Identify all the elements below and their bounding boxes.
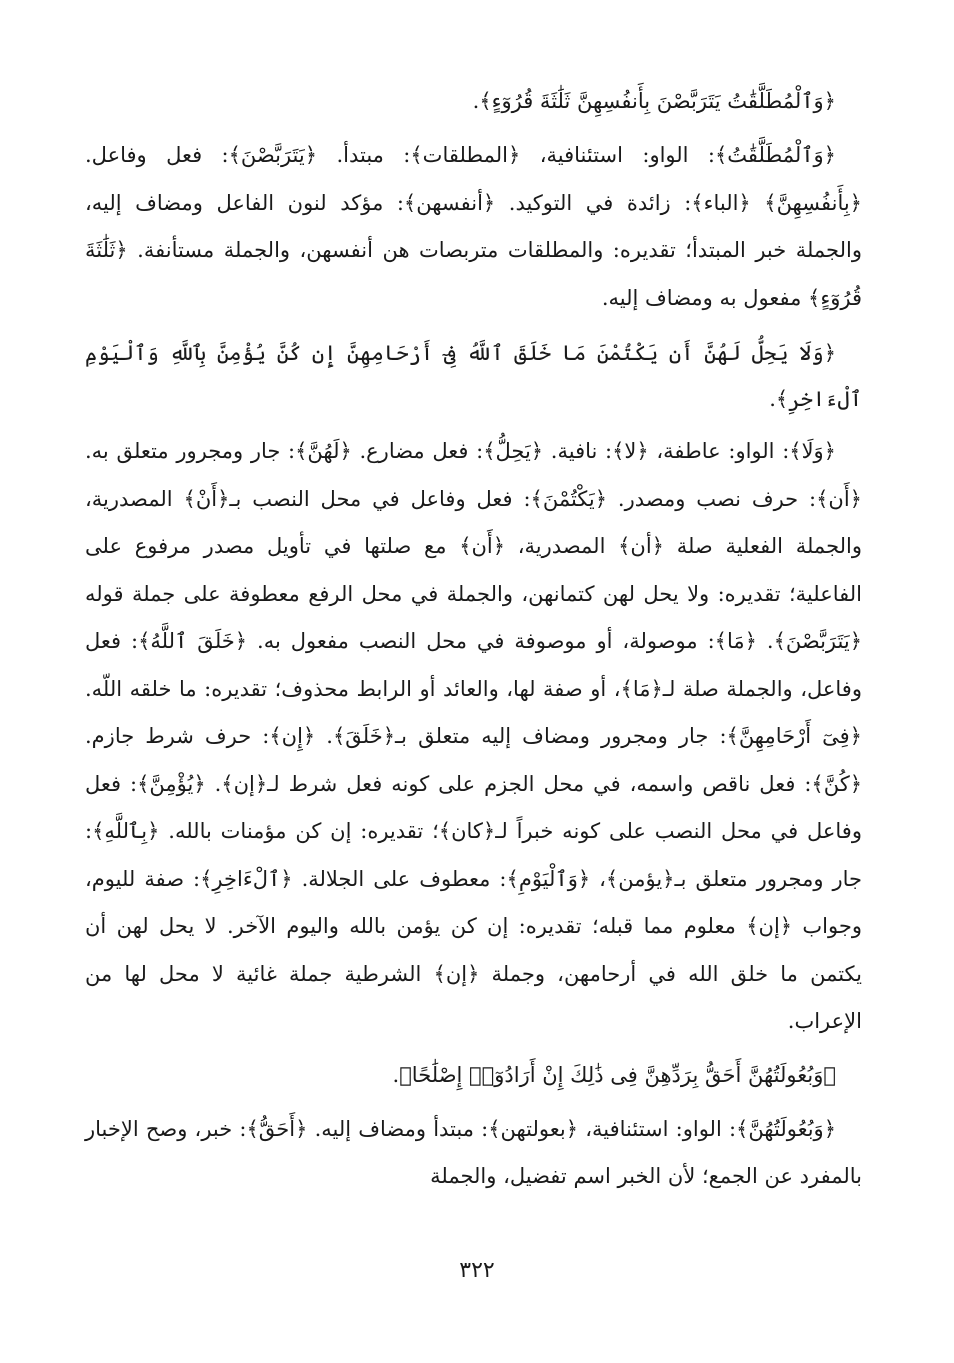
paragraph-1: ﴿وَٱلْمُطَلَّقَٰتُ﴾: الواو: استئنافية، ﴿المطلقات﴾: مبتدأ. ﴿يَتَرَبَّصْنَ﴾: فعل وفاعل. ﴿بِأَنفُسِهِنَّ﴾ ﴿الباء﴾: زائدة في التوكيد. ﴿أنفسهن﴾: مؤكد لنون الفاعل ومضاف إليه، والجملة خبر المبتدأ؛ تقديره: والمطلقات متربصات هن أنفسهن، والجملة مستأنفة. ﴿ثَلَٰثَةَ قُرُوٓءٍ﴾ مفعول به ومضاف إليه. (85, 143, 862, 310)
page-content (85, 78, 862, 1207)
paragraph-2: ﴿وَلَا﴾: الواو: عاطفة، ﴿لا﴾: نافية. ﴿يَحِلُّ﴾: فعل مضارع. ﴿لَهُنَّ﴾: جار ومجرور متعلق به. ﴿أَن﴾: حرف نصب ومصدر. ﴿يَكْتُمْنَ﴾: فعل وفاعل في محل النصب بـ﴿أَنْ﴾ المصدرية، والجملة الفعلية صلة ﴿أن﴾ المصدرية، ﴿أَن﴾ مع صلتها في تأويل مصدر مرفوع على الفاعلية؛ تقديره: ولا يحل لهن كتمانهن، والجملة في محل الرفع معطوفة على جملة قوله ﴿يَتَرَبَّصْنَ﴾. ﴿مَا﴾: موصولة، أو موصوفة في محل النصب مفعول به. ﴿خَلَقَ ٱللَّهُ﴾: فعل وفاعل، والجملة صلة لـ﴿مَا﴾، أو صفة لها، والعائد أو الرابط محذوف؛ تقديره: ما خلقه اللّه. ﴿فِىٓ أَرْحَامِهِنَّ﴾: جار ومجرور ومضاف إليه متعلق بـ﴿خَلَقَ﴾. ﴿إِن﴾: حرف شرط جازم. ﴿كُنَّ﴾: فعل ناقص واسمه، في محل الجزم على كونه فعل شرط لـ﴿إن﴾. ﴿يُؤْمِنَّ﴾: فعل وفاعل في محل النصب على كونه خبراً لـ﴿كان﴾؛ تقديره: إن كن مؤمنات بالله. ﴿بِٱللَّهِ﴾: جار ومجرور متعلق بـ﴿يؤمن﴾، ﴿وَٱلْيَوْمِ﴾: معطوف على الجلالة. ﴿ٱلْءَاخِرِ﴾: صفة لليوم، وجواب ﴿إن﴾ معلوم مما قبله؛ تقديره: إن كن يؤمن بالله واليوم الآخر. لا يحل لهن أن يكتمن ما خلق الله في أرحامهن، وجملة ﴿إن﴾ الشرطية جملة غائية لا محل لها من الإعراب. (85, 439, 862, 1033)
verse-3: ﴿وَبُعُولَتُهُنَّ أَحَقُّ بِرَدِّهِنَّ فِى ذَٰلِكَ إِنْ أَرَادُوٓا۟ إِصْلَٰحًا﴾. (392, 1062, 836, 1087)
paragraph-3: ﴿وَبُعُولَتُهُنَّ﴾: الواو: استئنافية، ﴿بعولتهن﴾: مبتدأ ومضاف إليه. ﴿أَحَقُّ﴾: خبر، وصح الإخبار بالمفرد عن الجمع؛ لأن الخبر اسم تفضيل، والجملة (85, 1116, 862, 1188)
page-number: ٣٢٢ (459, 1258, 495, 1283)
verse-2: ﴿وَلَا يَحِلُّ لَهُنَّ أَن يَكْتُمْنَ مَا خَلَقَ ٱللَّهُ فِىٓ أَرْحَامِهِنَّ إِن كُنَّ يُؤْمِنَّ بِٱللَّهِ وَٱلْيَوْمِ ٱلْءَاخِرِ﴾. (85, 341, 862, 411)
verse-1: ﴿وَٱلْمُطَلَّقَٰتُ يَتَرَبَّصْنَ بِأَنفُسِهِنَّ ثَلَٰثَةَ قُرُوٓءٍ﴾. (472, 89, 836, 113)
